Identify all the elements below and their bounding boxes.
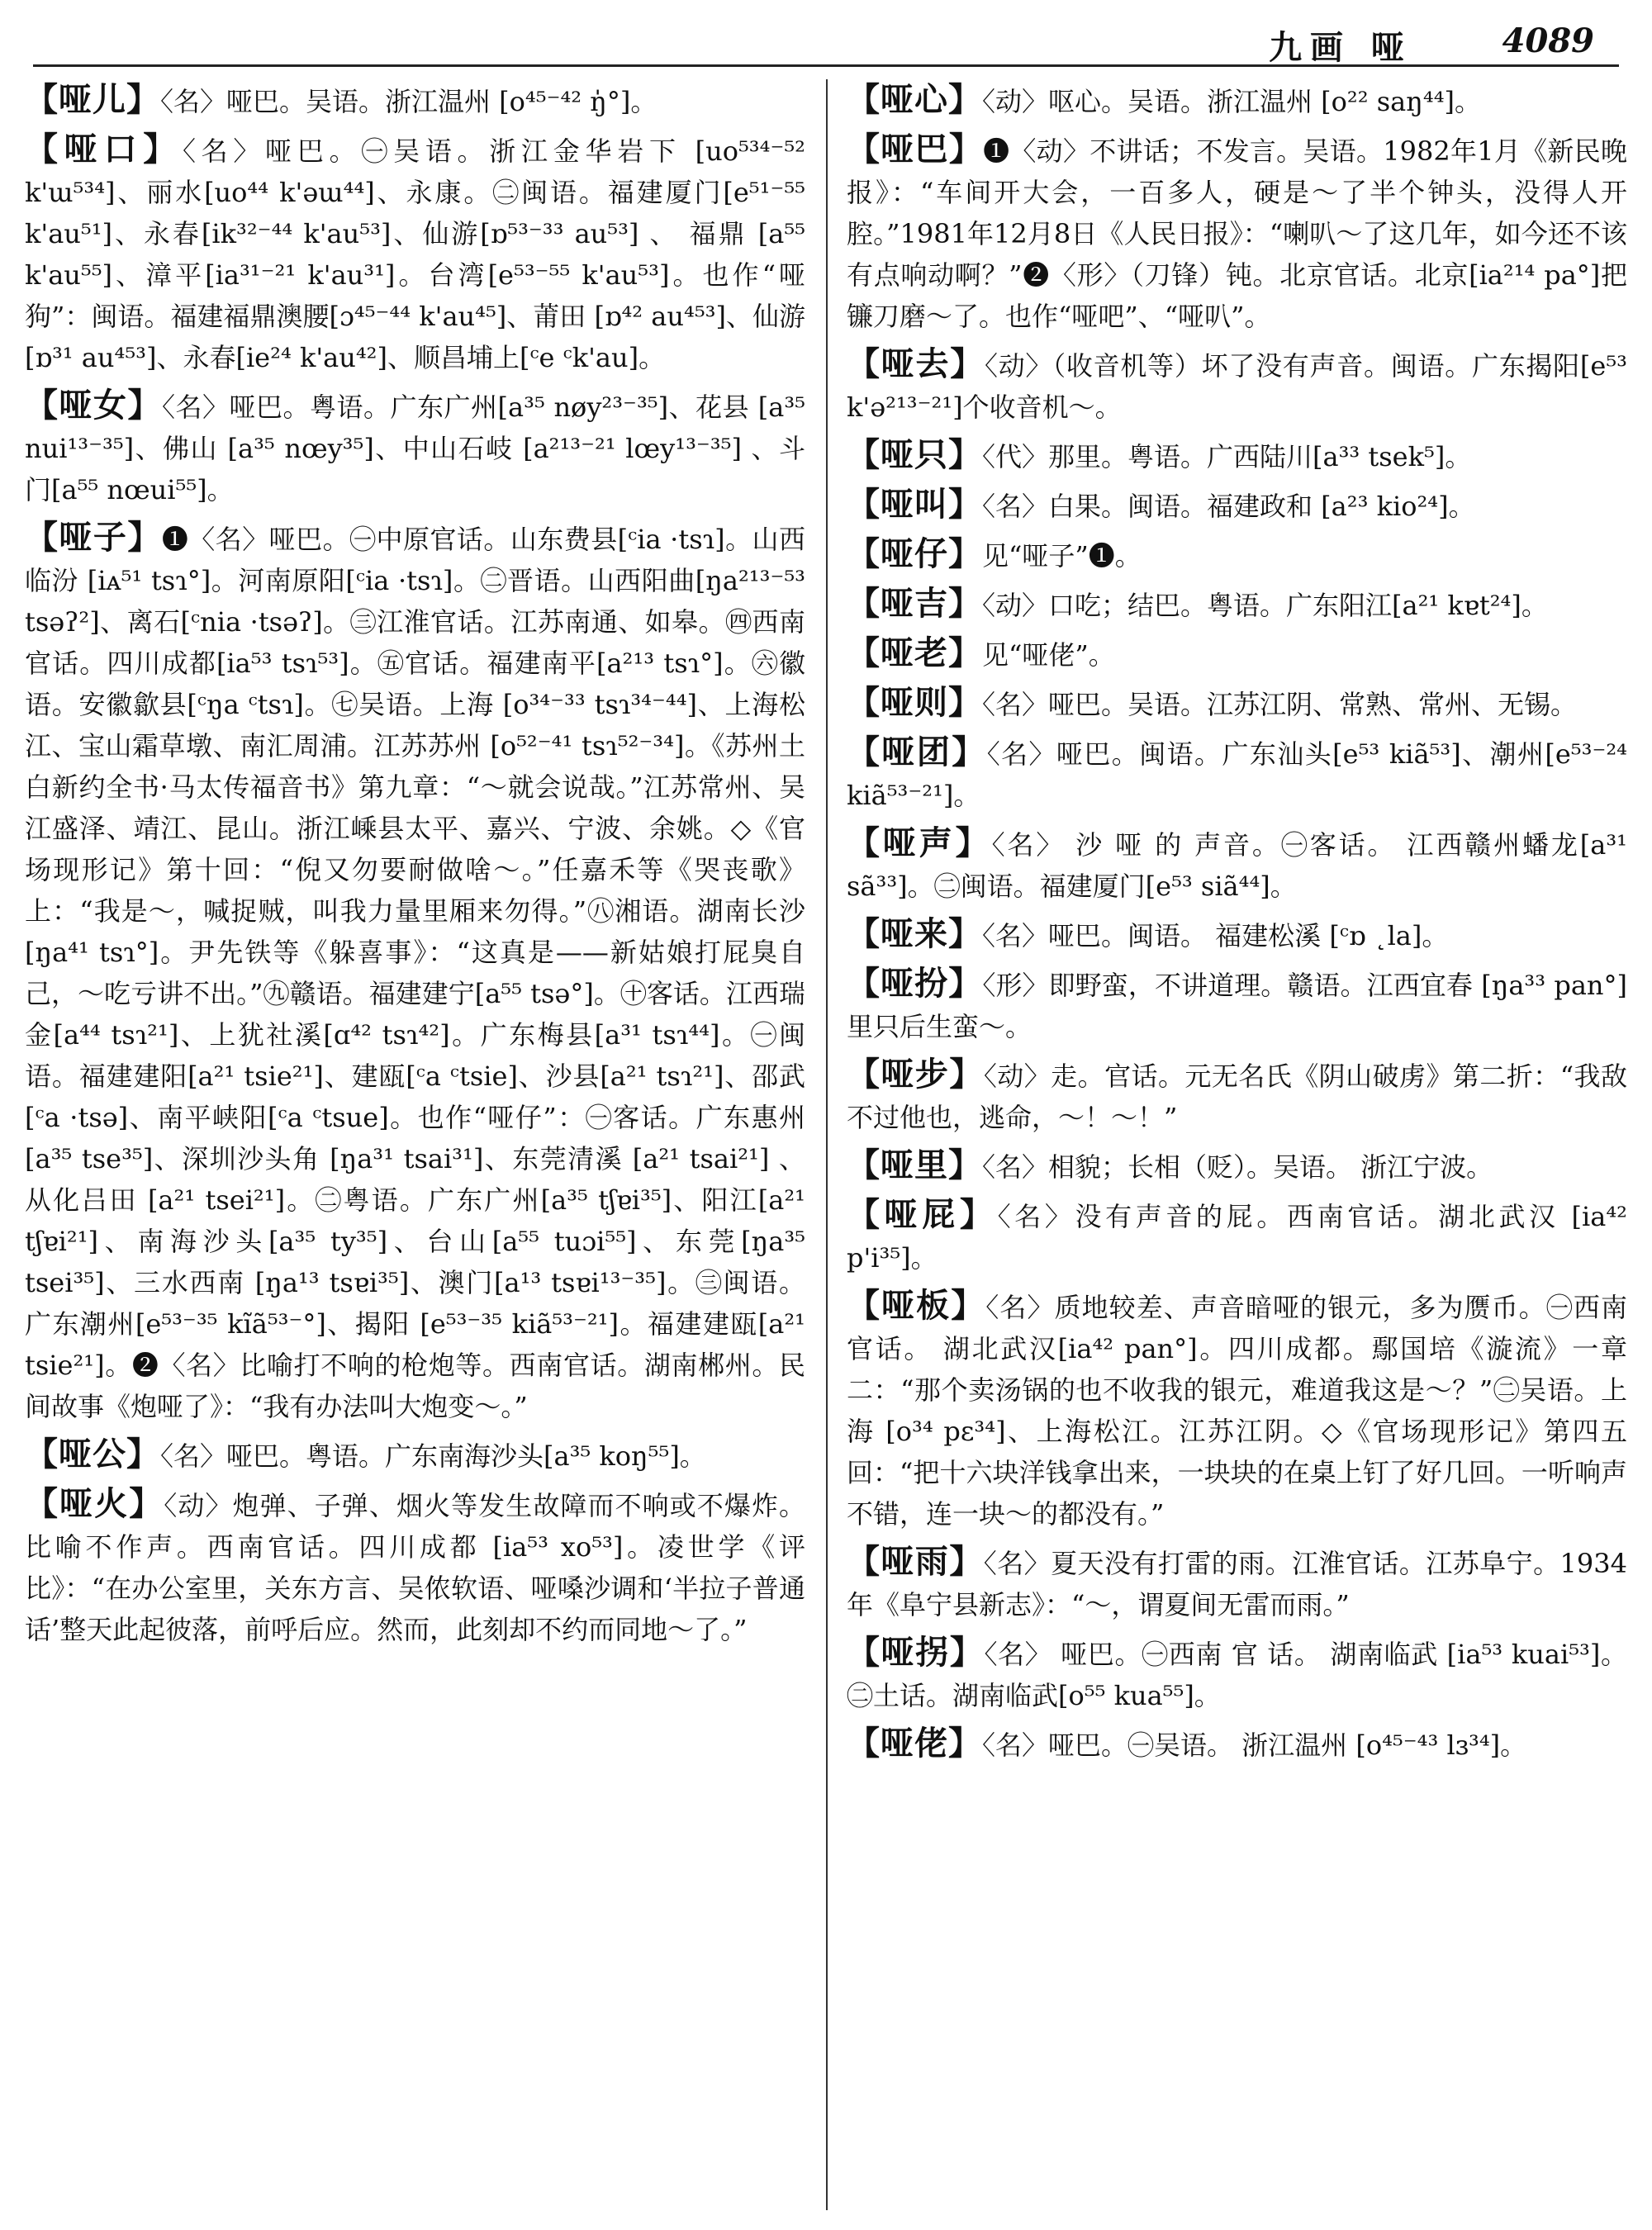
running-head-section: 九画 哑 <box>1269 28 1412 67</box>
entry-definition: 〈名〉夏天没有打雷的雨。江淮官话。江苏阜宁。1934年《阜宁县新志》：“～，谓夏间无雷而雨。” <box>847 1548 1627 1620</box>
dictionary-entry <box>847 1145 1627 1188</box>
dictionary-entry <box>847 1285 1627 1535</box>
entry-headword: 【哑巴】 <box>847 130 984 168</box>
dictionary-entry <box>847 484 1627 527</box>
dictionary-entry <box>847 963 1627 1047</box>
entry-headword: 【哑扮】 <box>847 964 983 1003</box>
right-column <box>847 79 1627 1772</box>
dictionary-entry <box>25 79 805 122</box>
entry-definition: 〈名〉相貌；长相（贬）。吴语。 浙江宁波。 <box>982 1151 1493 1183</box>
entry-headword: 【哑吉】 <box>847 584 982 623</box>
entry-headword: 【哑口】 <box>25 130 183 168</box>
entry-definition: 〈名〉哑巴。闽语。 福建松溪 [ᶜɒ ˛la]。 <box>982 920 1449 951</box>
dictionary-entry <box>847 823 1627 907</box>
dictionary-entry <box>25 129 805 378</box>
entry-definition: 〈名〉哑巴。粤语。广东广州[a³⁵ nøy²³⁻³⁵]、花县 [a³⁵ nui¹³⁻³⁵]、佛山 [a³⁵ nœy³⁵]、中山石岐 [a²¹³⁻²¹ lœy¹³⁻³⁵] 、斗门[a⁵⁵ nœui⁵⁵]。 <box>25 391 805 505</box>
entry-headword: 【哑声】 <box>847 823 992 862</box>
entry-definition: 〈动〉走。官话。元无名氏《阴山破虏》第二折：“我敌不过他也，逃命，～！～！” <box>847 1060 1627 1133</box>
entry-definition: 〈名〉哑巴。㊀吴语。 浙江温州 [o⁴⁵⁻⁴³ lɜ³⁴]。 <box>982 1729 1527 1761</box>
entry-headword: 【哑老】 <box>847 633 982 672</box>
entry-definition: 〈名〉哑巴。闽语。广东汕头[e⁵³ kiã⁵³]、潮州[e⁵³⁻²⁴ kiã⁵³⁻²¹]。 <box>847 738 1627 811</box>
dictionary-entry <box>847 129 1627 337</box>
entry-headword: 【哑屁】 <box>847 1195 998 1234</box>
dictionary-entry <box>847 79 1627 122</box>
entry-definition: 〈名〉没有声音的屁。西南官话。湖北武汉 [ia⁴² p'i³⁵]。 <box>847 1201 1627 1274</box>
entry-definition: 〈代〉那里。粤语。广西陆川[a³³ tsek⁵]。 <box>982 441 1472 472</box>
entry-headword: 【哑子】 <box>25 518 162 557</box>
entry-headword: 【哑火】 <box>25 1484 164 1523</box>
entry-definition: 〈动〉（收音机等）坏了没有声音。闽语。广东揭阳[e⁵³ k'ə²¹³⁻²¹]个收音机～。 <box>847 350 1627 423</box>
dictionary-entry <box>25 1434 805 1477</box>
entry-headword: 【哑拐】 <box>847 1633 985 1672</box>
entry-definition: 〈名〉 沙 哑 的 声音。㊀客话。 江西赣州蟠龙[a³¹ sã³³]。㊁闽语。福建厦门[e⁵³ siã⁴⁴]。 <box>847 829 1627 902</box>
column-divider <box>826 79 828 2210</box>
dictionary-entry <box>847 913 1627 956</box>
entry-definition: 〈动〉炮弹、子弹、烟火等发生故障而不响或不爆炸。比喻不作声。西南官话。四川成都 [ia⁵³ xo⁵³]。凌世学《评比》：“在办公室里，关东方言、吴侬软语、哑嗓沙调和‘半拉子普通话’整天此起彼落，前呼后应。然而，此刻却不约而同地～了。” <box>25 1490 805 1645</box>
entry-definition: 〈动〉口吃；结巴。粤语。广东阳江[a²¹ kɐt²⁴]。 <box>982 590 1548 621</box>
dictionary-entry <box>25 385 805 510</box>
entry-headword: 【哑则】 <box>847 683 982 722</box>
dictionary-entry <box>847 633 1627 676</box>
dictionary-entry <box>847 583 1627 626</box>
dictionary-entry <box>25 517 805 1427</box>
entry-headword: 【哑儿】 <box>25 80 160 119</box>
entry-headword: 【哑仔】 <box>847 534 982 573</box>
entry-headword: 【哑里】 <box>847 1146 982 1184</box>
entry-headword: 【哑女】 <box>25 386 163 425</box>
dictionary-entry <box>25 1483 805 1650</box>
entry-definition: 见“哑佬”。 <box>982 639 1115 671</box>
dictionary-entry <box>847 1194 1627 1279</box>
entry-definition: ❶〈动〉不讲话；不发言。吴语。1982年1月《新民晚报》：“车间开大会，一百多人，硬是～了半个钟头，没得人开腔。”1981年12月8日《人民日报》：“喇叭～了这几年，如今还不该有点响动啊？”❷〈形〉（刀锋）钝。北京官话。北京[ia²¹⁴ pa°]把镰刀磨～了。也作“哑吧”、“哑叭”。 <box>847 135 1627 332</box>
dictionary-entry <box>847 1632 1627 1716</box>
entry-headword: 【哑板】 <box>847 1286 986 1325</box>
dictionary-entry <box>847 732 1627 816</box>
entry-definition: ❶〈名〉哑巴。㊀中原官话。山东费县[ᶜia ·tsɿ]。山西临汾 [iᴀ⁵¹ tsɿ°]。河南原阳[ᶜia ·tsɿ]。㊁晋语。山西阳曲[ŋa²¹³⁻⁵³ tsəʔ²]、离石[ᶜnia ·tsəʔ]。㊂江淮官话。江苏南通、如皋。㊃西南官话。四川成都[ia⁵³ tsɿ⁵³]。㊄官话。福建南平[a²¹³ tsɿ°]。㊅徽语。安徽歙县[ᶜŋa ᶜtsɿ]。㊆吴语。上海 [o³⁴⁻³³ tsɿ³⁴⁻⁴⁴]、上海松江、宝山霜草墩、南汇周浦。江苏苏州 [o⁵²⁻⁴¹ tsɿ⁵²⁻³⁴]。《苏州土白新约全书·马太传福音书》第九章：“～就会说哉。”江苏常州、吴江盛泽、靖江、昆山。浙江嵊县太平、嘉兴、宁波、余姚。◇《官场现形记》第十回：“倪又勿要耐做啥～。”任嘉禾等《哭丧歌》上：“我是～，喊捉贼，叫我力量里厢来勿得。”㊇湘语。湖南长沙[ŋa⁴¹ tsɿ°]。尹先铁等《躲喜事》：“这真是——新姑娘打屁臭自己，～吃亏讲不出。”㊈赣语。福建建宁[a⁵⁵ tsə°]。㊉客话。江西瑞金[a⁴⁴ tsɿ²¹]、上犹社溪[ɑ⁴² tsɿ⁴²]。广东梅县[a³¹ tsɿ⁴⁴]。㊀闽语。福建建阳[a²¹ tsie²¹]、建瓯[ᶜa ᶜtsie]、沙县[a²¹ tsɿ²¹]、邵武[ᶜa ·tsə]、南平峡阳[ᶜa ᶜtsue]。也作“哑仔”：㊀客话。广东惠州[a³⁵ tse³⁵]、深圳沙头角 [ŋa³¹ tsai³¹]、东莞清溪 [a²¹ tsai²¹] 、从化吕田 [a²¹ tsei²¹]。㊁粤语。广东广州[a³⁵ tʃɐi³⁵]、阳江[a²¹ tʃɐi²¹]、南海沙头[a³⁵ ty³⁵]、台山[a⁵⁵ tuɔi⁵⁵]、东莞[ŋa³⁵ tsei³⁵]、三水西南 [ŋa¹³ tsɐi³⁵]、澳门[a¹³ tsɐi¹³⁻³⁵]。㊂闽语。广东潮州[e⁵³⁻³⁵ kĩã⁵³⁻°]、揭阳 [e⁵³⁻³⁵ kiã⁵³⁻²¹]。福建建瓯[a²¹ tsie²¹]。❷〈名〉比喻打不响的枪炮等。西南官话。湖南郴州。民间故事《炮哑了》：“我有办法叫大炮变～。” <box>25 524 805 1422</box>
entry-definition: 〈名〉哑巴。吴语。浙江温州 [o⁴⁵⁻⁴² ŋ̍°]。 <box>160 86 657 117</box>
entry-definition: 〈名〉哑巴。粤语。广东南海沙头[a³⁵ koŋ⁵⁵]。 <box>160 1440 706 1472</box>
entry-definition: 〈动〉呕心。吴语。浙江温州 [o²² saŋ⁴⁴]。 <box>982 86 1482 117</box>
entry-headword: 【哑只】 <box>847 435 982 474</box>
dictionary-entry <box>847 534 1627 576</box>
dictionary-entry <box>847 344 1627 428</box>
left-column <box>25 79 805 1657</box>
entry-headword: 【哑去】 <box>847 344 985 383</box>
entry-headword: 【哑叫】 <box>847 485 982 524</box>
entry-definition: 〈形〉即野蛮，不讲道理。赣语。江西宜春 [ŋa³³ pan°] 里只后生蛮～。 <box>847 970 1627 1042</box>
entry-headword: 【哑来】 <box>847 914 982 953</box>
page-header <box>33 18 1619 67</box>
entry-headword: 【哑公】 <box>25 1435 160 1473</box>
entry-definition: 见“哑子”❶。 <box>982 540 1142 572</box>
dictionary-entry <box>847 434 1627 477</box>
entry-definition: 〈名〉哑巴。㊀吴语。浙江金华岩下 [uo⁵³⁴⁻⁵² k'ɯ⁵³⁴]、丽水[uo⁴⁴ k'əɯ⁴⁴]、永康。㊁闽语。福建厦门[e⁵¹⁻⁵⁵ k'au⁵¹]、永春[ik³²⁻⁴⁴ k'au⁵³]、仙游[ɒ⁵³⁻³³ au⁵³] 、 福鼎 [a⁵⁵ k'au⁵⁵]、漳平[ia³¹⁻²¹ k'au³¹]。台湾[e⁵³⁻⁵⁵ k'au⁵³]。也作“哑狗”：闽语。福建福鼎澳腰[ɔ⁴⁵⁻⁴⁴ k'au⁴⁵]、莆田 [ɒ⁴² au⁴⁵³]、仙游 [ɒ³¹ au⁴⁵³]、永春[ie²⁴ k'au⁴²]、顺昌埔上[ᶜe ᶜk'au]。 <box>25 135 805 373</box>
entry-definition: 〈名〉白果。闽语。福建政和 [a²³ kio²⁴]。 <box>982 491 1475 522</box>
entry-definition: 〈名〉哑巴。吴语。江苏江阴、常熟、常州、无锡。 <box>982 689 1578 720</box>
entry-headword: 【哑团】 <box>847 733 987 771</box>
dictionary-entry <box>847 1054 1627 1138</box>
entry-headword: 【哑步】 <box>847 1055 984 1094</box>
entry-headword: 【哑心】 <box>847 80 982 119</box>
entry-headword: 【哑佬】 <box>847 1724 982 1763</box>
entry-headword: 【哑雨】 <box>847 1542 984 1581</box>
entry-definition: 〈名〉 哑巴。㊀西南 官 话。 湖南临武 [ia⁵³ kuai⁵³]。㊁土话。湖南临武[o⁵⁵ kua⁵⁵]。 <box>847 1639 1627 1711</box>
dictionary-entry <box>847 682 1627 725</box>
dictionary-entry <box>847 1723 1627 1766</box>
entry-definition: 〈名〉质地较差、声音暗哑的银元，多为赝币。㊀西南官话。 湖北武汉[ia⁴² pan°]。四川成都。鄢国培《漩流》一章二：“那个卖汤锅的也不收我的银元，难道我这是～？”㊁吴语。上海 [o³⁴ pɛ³⁴]、上海松江。江苏江阴。◇《官场现形记》第四五回：“把十六块洋钱拿出来，一块块的在桌上钉了好几回。一听响声不错，连一块～的都没有。” <box>847 1292 1627 1530</box>
page-number: 4089 <box>1502 21 1594 60</box>
dictionary-entry <box>847 1541 1627 1625</box>
